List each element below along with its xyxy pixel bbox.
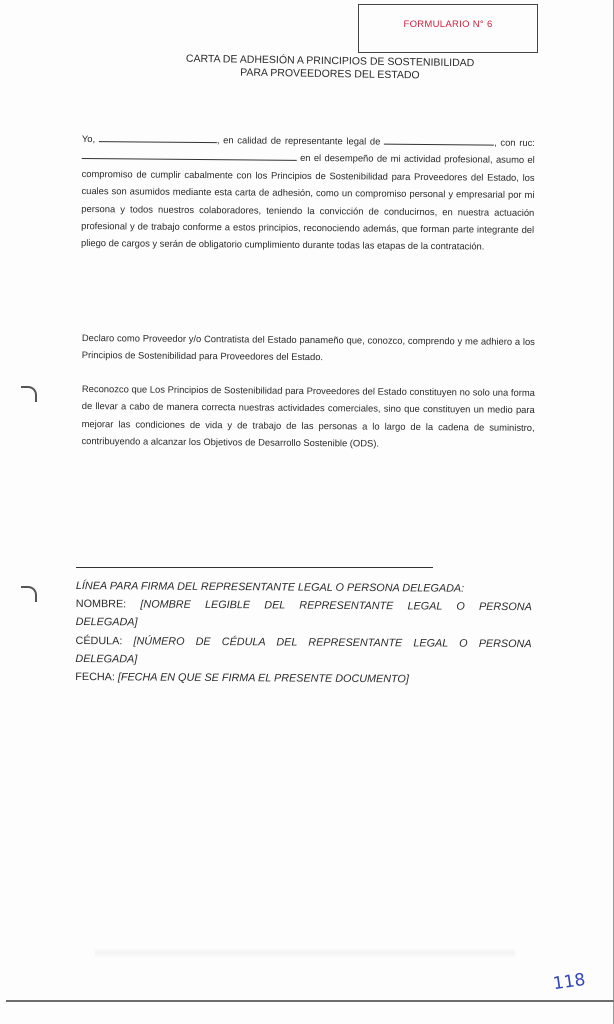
scan-shadow <box>95 948 515 958</box>
page-edge-bottom <box>6 1000 614 1002</box>
yo-text: Yo, <box>81 132 96 145</box>
comma-text: , <box>494 136 497 148</box>
nombre-value-cont: DELEGADA] <box>75 616 138 629</box>
cedula-value-cont: DELEGADA] <box>75 652 138 666</box>
company-blank <box>384 135 494 146</box>
cedula-label: CÉDULA: <box>75 634 123 647</box>
paragraph-1 <box>81 130 535 256</box>
fecha-row <box>75 668 531 689</box>
paragraph-2: Declaro como Proveedor y/o Contratista del Estado panameño que, conozco, comprendo y me adhiero a los Principios de Sostenibilidad para Proveedores del Estado. <box>81 331 535 363</box>
signature-block <box>75 577 532 689</box>
form-number-box <box>358 4 538 53</box>
punch-hole-mark <box>21 586 37 602</box>
handwritten-page-number: 118 <box>551 969 587 995</box>
title-line-1: CARTA DE ADHESIÓN A PRINCIPIOS DE SOSTENIBILIDAD <box>185 52 475 70</box>
cedula-row <box>75 632 531 653</box>
cedula-value: [NÚMERO DE CÉDULA DEL REPRESENTANTE LEGAL O PERSONA <box>133 635 532 650</box>
fecha-value: [FECHA EN QUE SE FIRMA EL PRESENTE DOCUMENTO] <box>117 671 409 686</box>
nombre-value: [NOMBRE LEGIBLE DEL REPRESENTANTE LEGAL O PERSONA <box>140 598 532 614</box>
nombre-row <box>76 595 532 616</box>
name-blank <box>99 132 217 143</box>
signature-line-label: LÍNEA PARA FIRMA DEL REPRESENTANTE LEGAL O PERSONA DELEGADA: <box>75 579 465 595</box>
punch-hole-mark <box>21 386 37 402</box>
calidad-text: , en calidad de representante legal de <box>216 134 381 147</box>
nombre-label: NOMBRE: <box>75 598 127 611</box>
paragraph-1-rest: en el desempeño de mi actividad profesional, asumo el compromiso de cumplir cabalmente con los Principios de Sostenibilidad para Proveedores del Estado, los cuales son asumidos mediante esta carta de adhesión, como un compromiso personal y empresarial por mi persona y todos nuestros colaboradores, teniendo la convicción de conducirnos, en nuestra actuación profesional y de trabajo conforme a estos principios, reconociendo además, que forman parte integrante del pliego de cargos y serán de obligatorio cumplimiento durante todas las etapas de la contratación. <box>80 152 535 252</box>
signature-line <box>76 567 433 568</box>
form-number-label: FORMULARIO N° 6 <box>403 19 493 30</box>
paragraph-3: Reconozco que Los Principios de Sostenibilidad para Proveedores del Estado constituyen no solo una forma de llevar a cabo de manera correcta nuestras actividades comerciales, sino que constituyen un medio para mejorar las condiciones de vida y de trabajo de las personas a lo largo de la cadena de suministro, contribuyendo a alcanzar los Objetivos de Desarrollo Sostenible (ODS). <box>81 382 535 449</box>
ruc-label: con ruc: <box>500 136 535 148</box>
title-line-2: PARA PROVEEDORES DEL ESTADO <box>240 66 420 82</box>
document-title <box>150 52 510 84</box>
ruc-blank <box>82 149 297 161</box>
fecha-label: FECHA: <box>75 671 115 684</box>
